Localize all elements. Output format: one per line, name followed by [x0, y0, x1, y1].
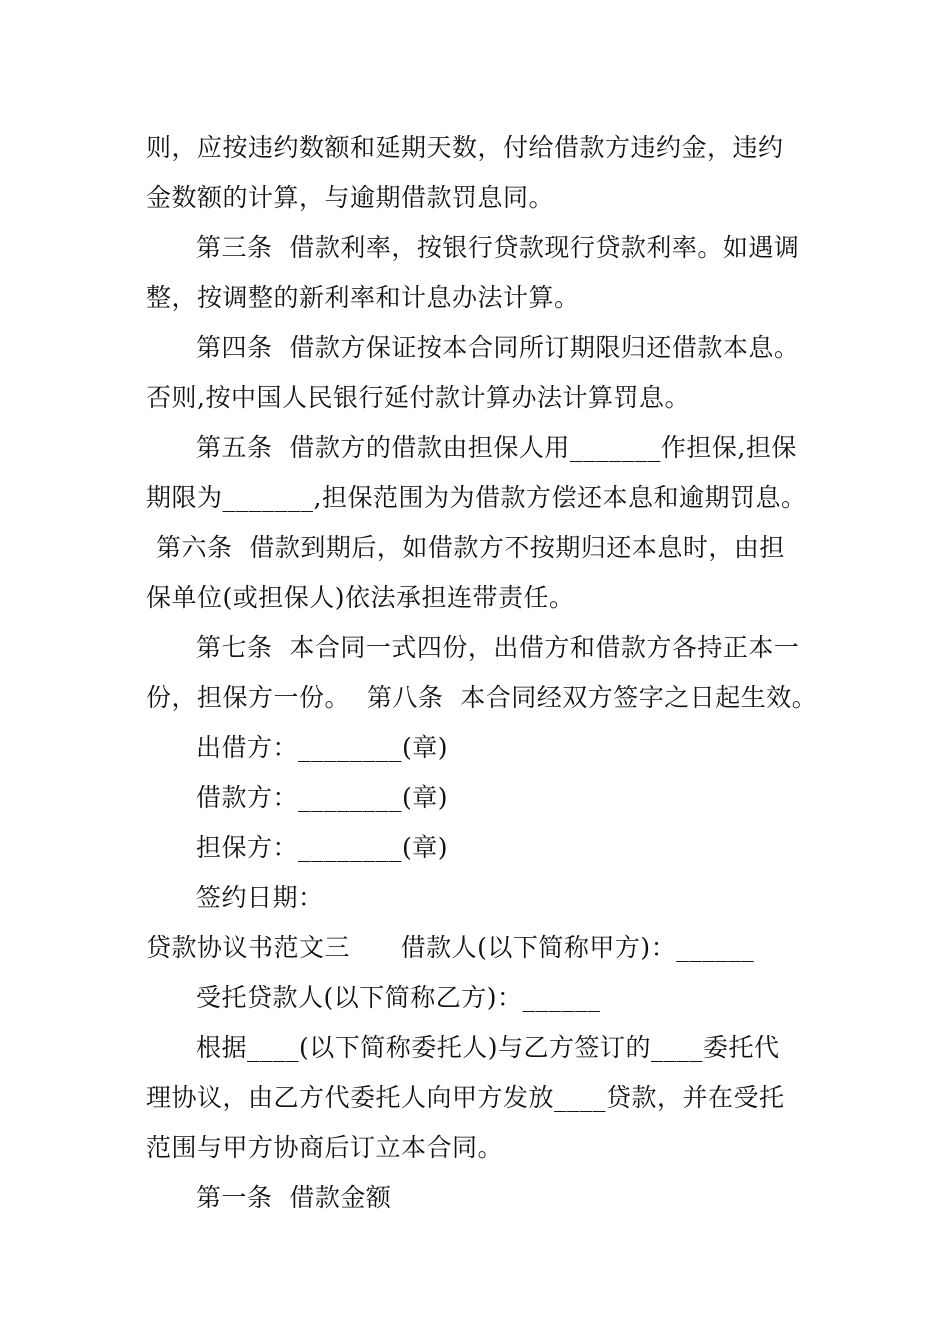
signature-line-guarantor: 担保方：________(章) [196, 833, 449, 862]
text-line: 第三条 借款利率，按银行贷款现行贷款利率。如遇调 [196, 233, 800, 262]
signature-line-lender: 出借方：________(章) [196, 733, 449, 762]
text-line: 整，按调整的新利率和计息办法计算。 [146, 283, 580, 312]
signature-line-borrower: 借款方：________(章) [196, 783, 449, 812]
text-line: 则，应按违约数额和延期天数，付给借款方违约金，违约 [146, 133, 784, 162]
section-heading-line: 贷款协议书范文三 借款人(以下简称甲方)：______ [146, 933, 755, 962]
text-line: 第五条 借款方的借款由担保人用_______作担保,担保 [196, 433, 797, 462]
text-line: 期限为_______,担保范围为为借款方偿还本息和逾期罚息。 [146, 483, 807, 512]
text-line: 金数额的计算，与逾期借款罚息同。 [146, 183, 555, 212]
text-line: 范围与甲方协商后订立本合同。 [146, 1133, 504, 1162]
text-line: 否则,按中国人民银行延付款计算办法计算罚息。 [146, 383, 690, 412]
text-line: 受托贷款人(以下简称乙方)：______ [196, 983, 601, 1012]
text-line: 份，担保方一份。 第八条 本合同经双方签字之日起生效。 [146, 683, 818, 712]
text-line: 第六条 借款到期后，如借款方不按期归还本息时，由担 [156, 533, 785, 562]
text-line: 理协议，由乙方代委托人向甲方发放____贷款，并在受托 [146, 1083, 785, 1112]
text-line: 保单位(或担保人)依法承担连带责任。 [146, 583, 575, 612]
article-heading-line: 第一条 借款金额 [196, 1183, 392, 1212]
text-line: 根据____(以下简称委托人)与乙方签订的____委托代 [196, 1033, 780, 1062]
text-line: 第七条 本合同一式四份，出借方和借款方各持正本一 [196, 633, 800, 662]
text-line: 第四条 借款方保证按本合同所订期限归还借款本息。 [196, 333, 800, 362]
signing-date-line: 签约日期： [196, 883, 324, 912]
